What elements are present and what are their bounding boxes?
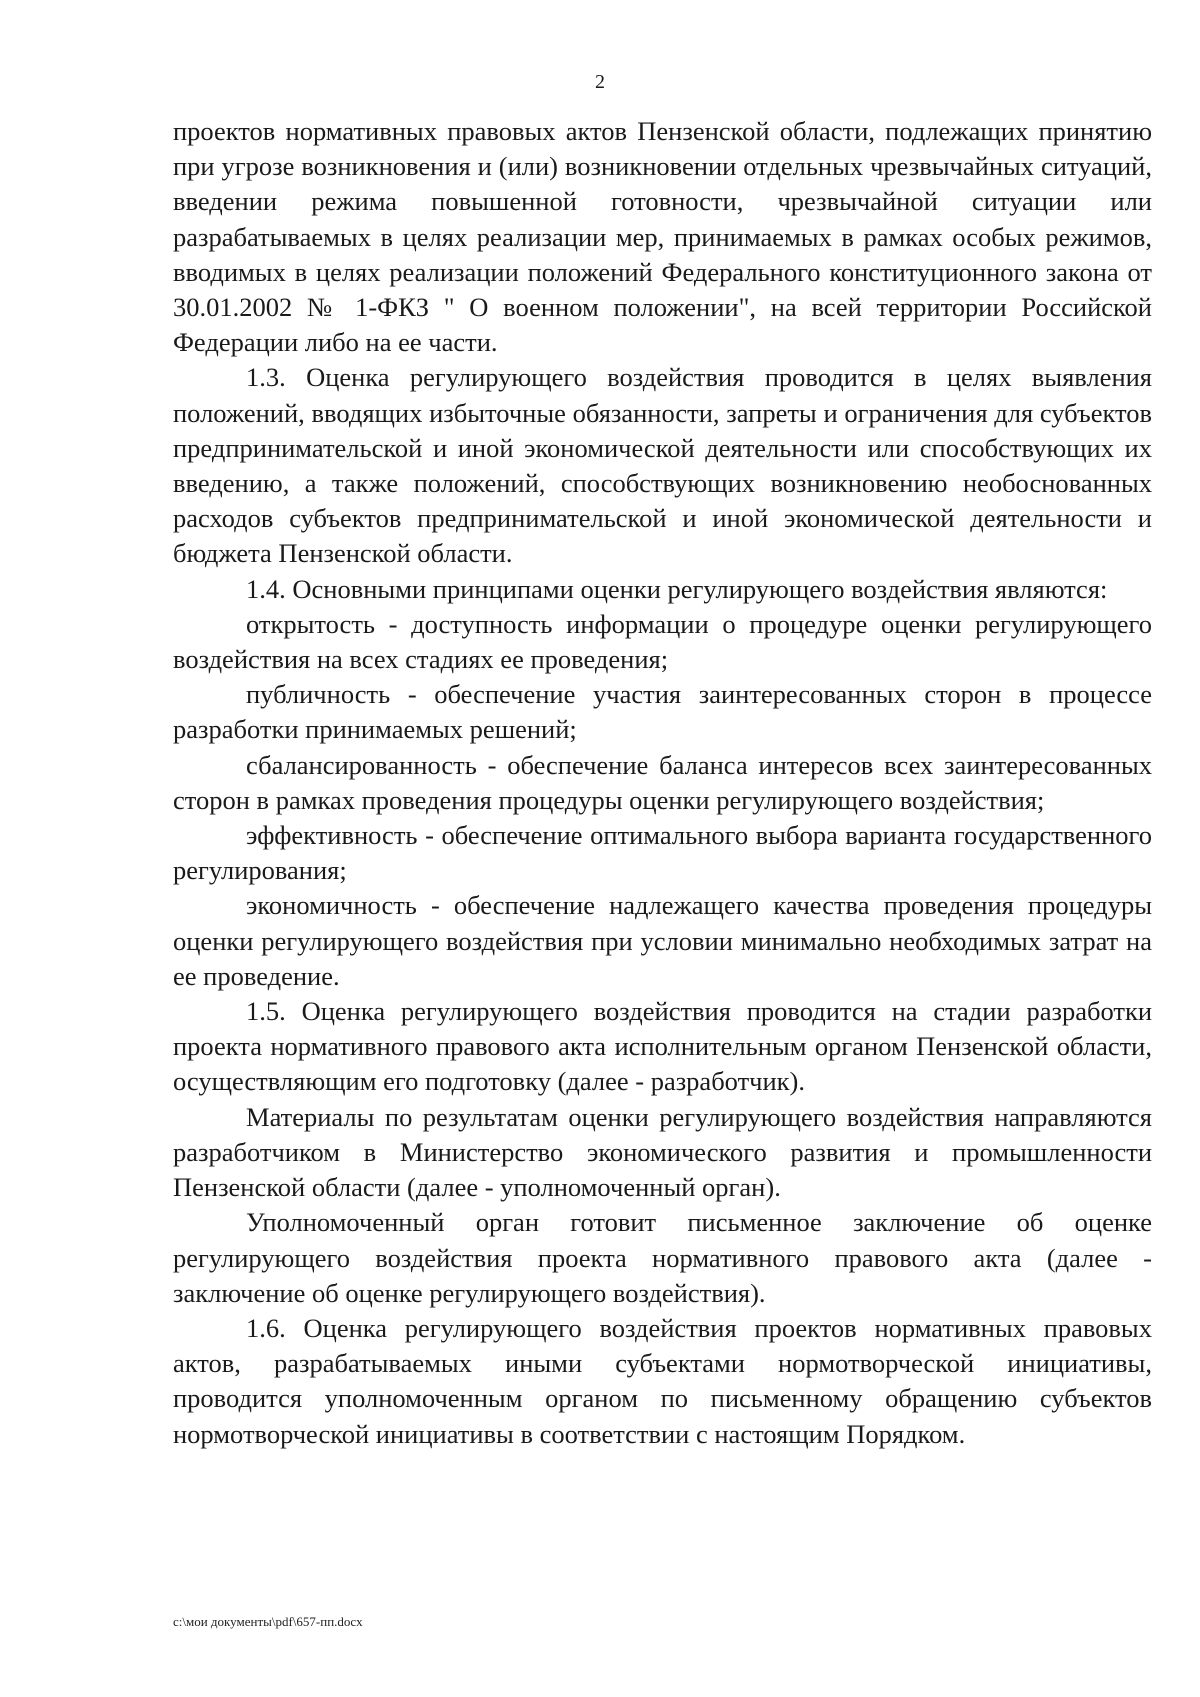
principle-economy: экономичность - обеспечение надлежащего качества проведения процедуры оценки регулирующего воздействия при условии минимально необходимых затрат на ее проведение. bbox=[173, 890, 1152, 991]
principle-balance: сбалансированность - обеспечение баланса интересов всех заинтересованных сторон в рамках проведения процедуры оценки регулирующего воздействия; bbox=[173, 749, 1152, 815]
paragraph-authorized-body: Уполномоченный орган готовит письменное заключение об оценке регулирующего воздействия проекта нормативного правового акта (далее - заключение об оценке регулирующего воздействия). bbox=[173, 1207, 1152, 1308]
paragraph-materials: Материалы по результатам оценки регулирующего воздействия направляются разработчиком в Министерство экономического развития и промышленности Пензенской области (далее - уполномоченный орган). bbox=[173, 1101, 1152, 1203]
footer-file-path: c:\мои документы\pdf\657-пп.docx bbox=[173, 1614, 363, 1629]
paragraph-1-3: 1.3. Оценка регулирующего воздействия проводится в целях выявления положений, вводящих избыточные обязанности, запреты и ограничения для субъектов предпринимательской и иной экономической деятельности или способствующих их введению, а также положений, способствующих возникновению необоснованных расходов субъектов предпринимательской и иной экономической деятельности и бюджета Пензенской области. bbox=[173, 362, 1152, 569]
page-number: 2 bbox=[595, 71, 605, 93]
document-body bbox=[173, 114, 1152, 1452]
principle-openness: открытость - доступность информации о процедуре оценки регулирующего воздействия на всех стадиях ее проведения; bbox=[173, 608, 1152, 675]
paragraph-1-5: 1.5. Оценка регулирующего воздействия проводится на стадии разработки проекта нормативного правового акта исполнительным органом Пензенской области, осуществляющим его подготовку (далее - разработчик). bbox=[173, 996, 1152, 1097]
principle-efficiency: эффективность - обеспечение оптимального выбора варианта государственного регулирования; bbox=[173, 820, 1152, 886]
paragraph-1-4: 1.4. Основными принципами оценки регулирующего воздействия являются: bbox=[246, 573, 1108, 604]
paragraph-1-6: 1.6. Оценка регулирующего воздействия проектов нормативных правовых актов, разрабатываемых иными субъектами нормотворческой инициативы, проводится уполномоченным органом по письменному обращению субъектов нормотворческой инициативы в соответствии с настоящим Порядком. bbox=[173, 1312, 1152, 1449]
principle-publicity: публичность - обеспечение участия заинтересованных сторон в процессе разработки принимаемых решений; bbox=[173, 679, 1152, 745]
paragraph-continuation: проектов нормативных правовых актов Пензенской области, подлежащих принятию при угрозе возникновения и (или) возникновении отдельных чрезвычайных ситуаций, введении режима повышенной готовности, чрезвычайной ситуации или разрабатываемых в целях реализации мер, принимаемых в рамках особых режимов, вводимых в целях реализации положений Федерального конституционного закона от 30.01.2002 № 1-ФКЗ " О военном положении", на всей территории Российской Федерации либо на ее части. bbox=[173, 116, 1152, 358]
